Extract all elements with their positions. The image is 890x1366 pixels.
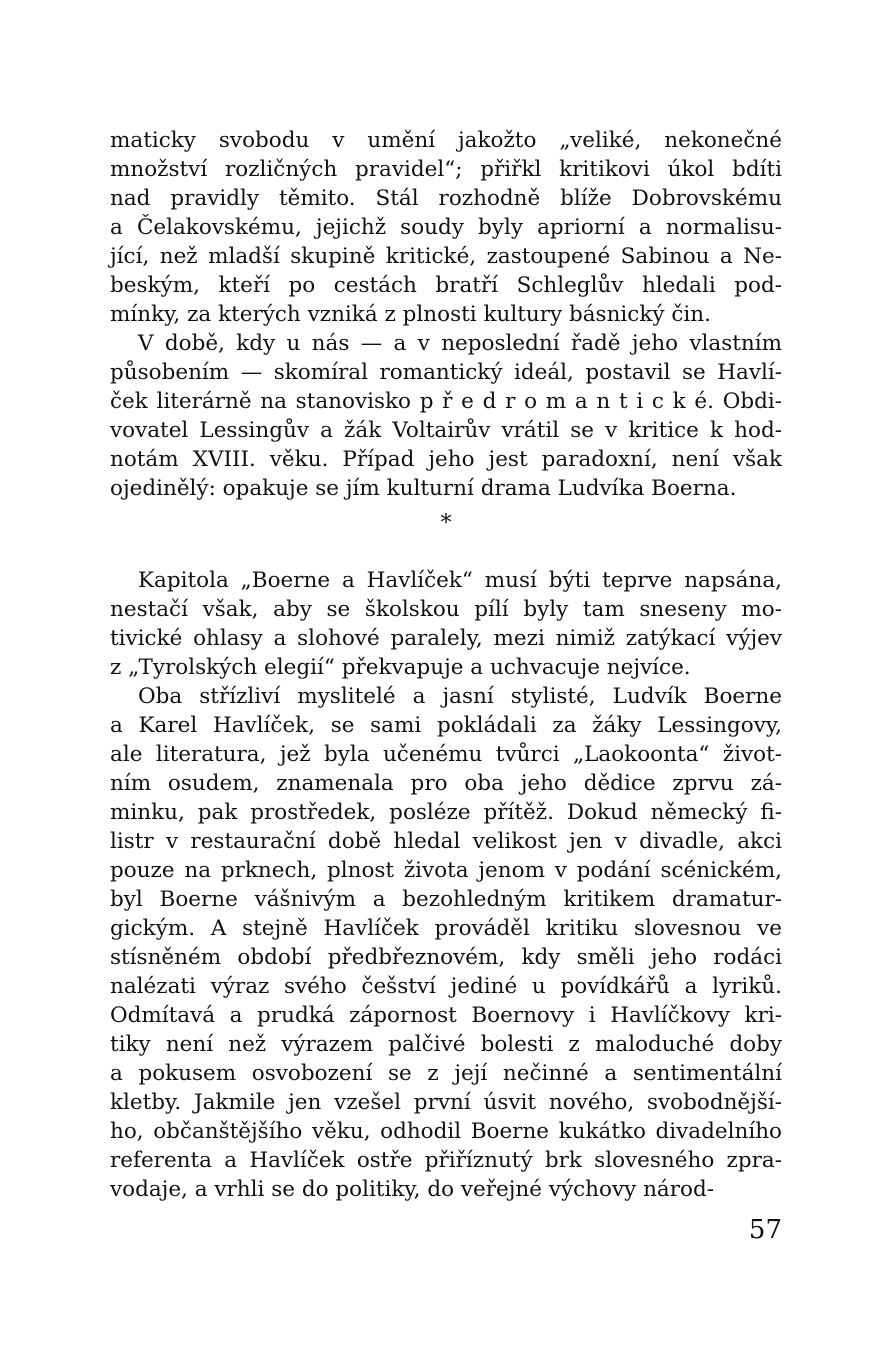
text-line: nad pravidly těmito. Stál rozhodně blíže Dobrovskému (110, 186, 782, 211)
text-line: listr v restaurační době hledal velikost jen v divadle, akci (110, 829, 782, 854)
text-line: minku, pak prostředek, posléze přítěž. Dokud německý fi- (110, 800, 782, 825)
text-line: mínky, za kterých vzniká z plnosti kultury básnický čin. (110, 302, 711, 327)
page-body (110, 126, 782, 1204)
text-line: a pokusem osvobození se z její nečinné a sentimentální (110, 1061, 782, 1086)
text-line: tivické ohlasy a slohové paralely, mezi nimiž zatýkací výjev (110, 626, 782, 651)
text-line: notám XVIII. věku. Případ jeho jest paradoxní, není však (110, 447, 782, 472)
text-line: ček literárně na stanovisko p ř e d r o m a n t i c k é. Obdi- (110, 389, 782, 414)
text-line: působením — skomíral romantický ideál, postavil se Havlí- (110, 360, 782, 385)
text-line: a Čelakovskému, jejichž soudy byly apriorní a normalisu- (110, 215, 782, 240)
text-line: ho, občanštějšího věku, odhodil Boerne kukátko divadelního (110, 1119, 782, 1144)
paragraph (110, 682, 782, 1204)
section-separator: * (440, 511, 452, 536)
text-line: kletby. Jakmile jen vzešel první úsvit nového, svobodnější- (110, 1090, 782, 1115)
text-line: ale literatura, jež byla učenému tvůrci „Laokoonta“ život- (110, 742, 782, 767)
text-line: referenta a Havlíček ostře přiříznutý brk slovesného zpra- (110, 1148, 782, 1173)
text-line: Odmítavá a prudká zápornost Boernovy i Havlíčkovy kri- (110, 1003, 782, 1028)
text-line: byl Boerne vášnivým a bezohledným kritikem dramatur- (110, 887, 782, 912)
text-line: Oba střízliví myslitelé a jasní stylisté, Ludvík Boerne (138, 684, 782, 709)
paragraph (110, 126, 782, 329)
paragraph (110, 566, 782, 682)
text-line: a Karel Havlíček, se sami pokládali za žáky Lessingovy, (110, 713, 782, 738)
text-line: ojedinělý: opakuje se jím kulturní drama Ludvíka Boerna. (110, 476, 737, 501)
text-flow (110, 126, 782, 1204)
text-line: ním osudem, znamenala pro oba jeho dědice zprvu zá- (110, 771, 782, 796)
text-line: beským, kteří po cestách bratří Schleglův hledali pod- (110, 273, 782, 298)
text-line: jící, než mladší skupině kritické, zastoupené Sabinou a Ne- (110, 244, 782, 269)
paragraph (110, 329, 782, 503)
text-line: pouze na prknech, plnost života jenom v podání scénickém, (110, 858, 782, 883)
text-line: V době, kdy u nás — a v neposlední řadě jeho vlastním (138, 331, 782, 356)
text-line: stísněném období předbřeznovém, kdy směli jeho rodáci (110, 945, 782, 970)
text-line: tiky není než výrazem palčivé bolesti z maloduché doby (110, 1032, 782, 1057)
text-line: z „Tyrolských elegií“ překvapuje a uchvacuje nejvíce. (110, 655, 691, 680)
text-line: Kapitola „Boerne a Havlíček“ musí býti teprve napsána, (138, 568, 782, 593)
text-line: vodaje, a vrhli se do politiky, do veřejné výchovy národ- (110, 1177, 714, 1202)
text-line: nestačí však, aby se školskou pílí byly tam sneseny mo- (110, 597, 782, 622)
text-line: gickým. A stejně Havlíček prováděl kritiku slovesnou ve (110, 916, 782, 941)
text-line: maticky svobodu v umění jakožto „veliké, nekonečné (110, 128, 782, 153)
text-line: nalézati výraz svého češství jediné u povídkářů a lyriků. (110, 974, 782, 999)
page-number: 57 (748, 1215, 782, 1245)
text-line: množství rozličných pravidel“; přiřkl kritikovi úkol bdíti (110, 157, 782, 182)
text-line: vovatel Lessingův a žák Voltairův vrátil se v kritice k hod- (110, 418, 782, 443)
